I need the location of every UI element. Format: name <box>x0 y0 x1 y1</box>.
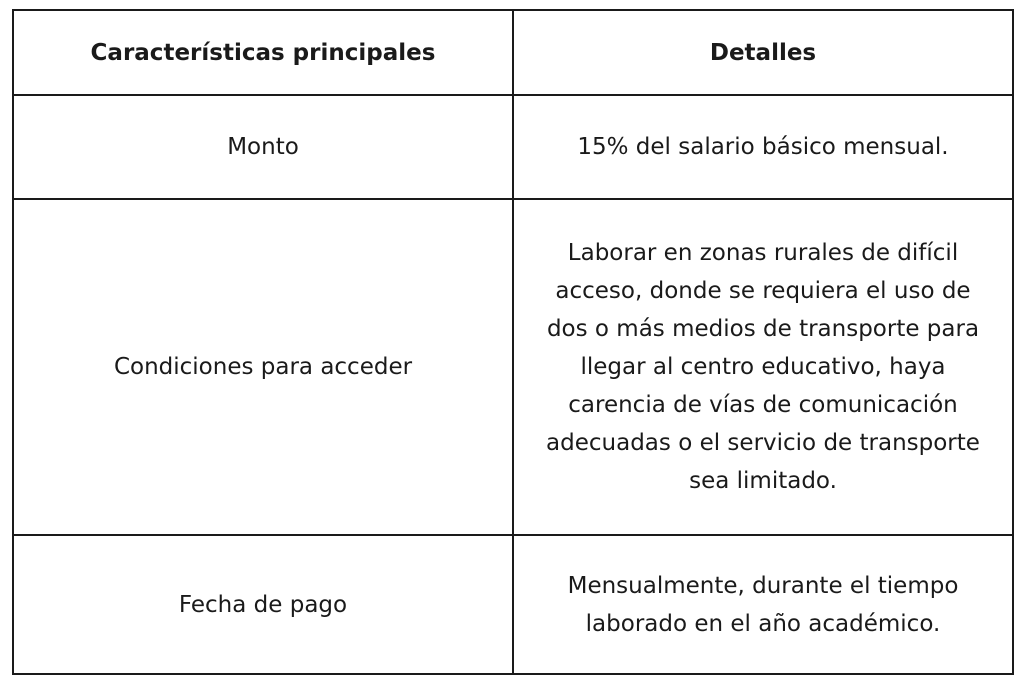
table-row <box>13 535 1013 674</box>
table-header-row <box>13 10 1013 95</box>
table-row <box>13 199 1013 535</box>
detail-cell: 15% del salario básico mensual. <box>513 95 1013 199</box>
table-row <box>13 95 1013 199</box>
info-table <box>12 9 1014 675</box>
detail-cell: Mensualmente, durante el tiempo laborado en el año académico. <box>513 535 1013 674</box>
feature-cell: Monto <box>13 95 513 199</box>
header-features: Características principales <box>13 10 513 95</box>
header-details: Detalles <box>513 10 1013 95</box>
feature-cell: Condiciones para acceder <box>13 199 513 535</box>
detail-cell: Laborar en zonas rurales de difícil acceso, donde se requiera el uso de dos o más medios de transporte para llegar al centro educativo, haya carencia de vías de comunicación adecuadas o el servicio de transporte sea limitado. <box>513 199 1013 535</box>
feature-cell: Fecha de pago <box>13 535 513 674</box>
